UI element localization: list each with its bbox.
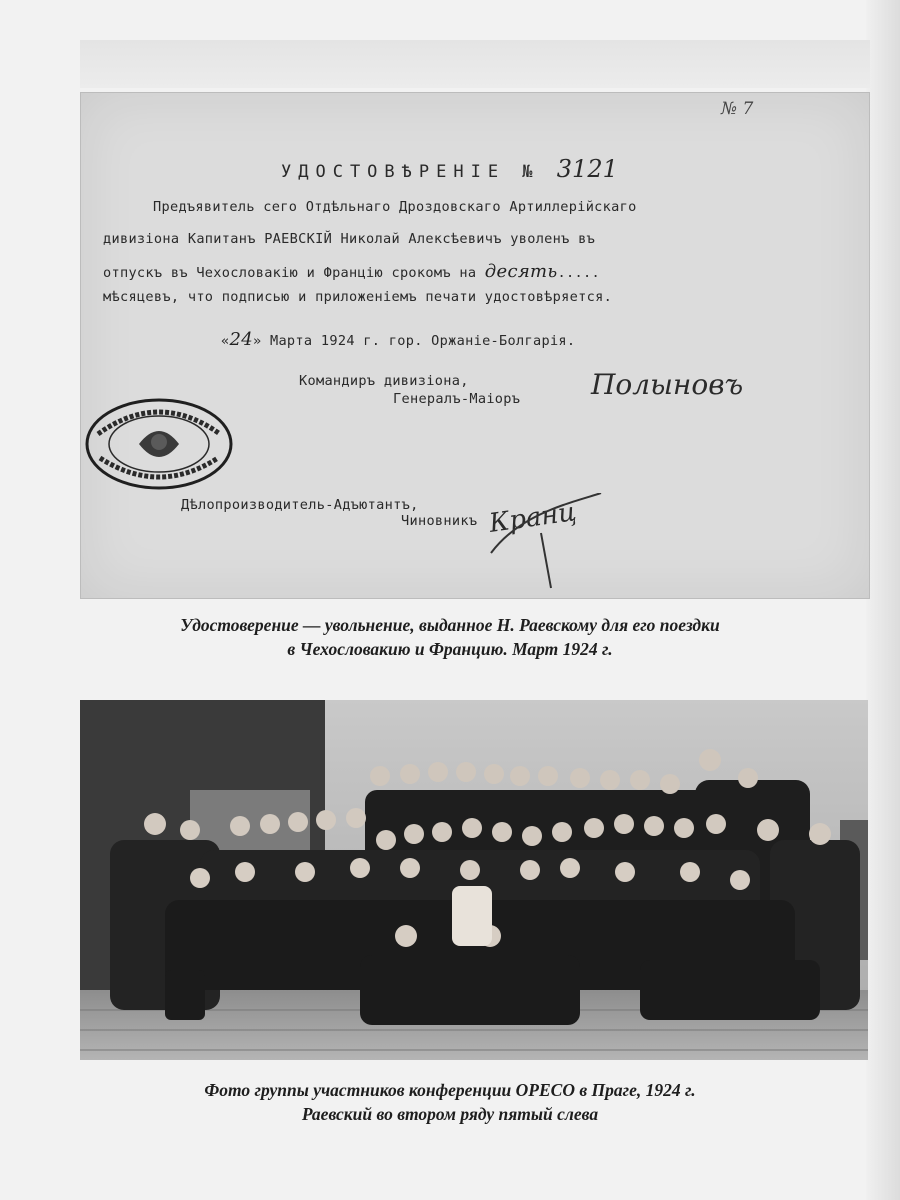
group-photo-image <box>80 700 868 1060</box>
corner-mark: № 7 <box>721 99 754 119</box>
certificate-document <box>80 92 870 599</box>
page-edge-shadow <box>866 0 900 1200</box>
certificate-number: 3121 <box>556 155 618 183</box>
document-caption <box>0 613 900 661</box>
bleed-through-text <box>80 40 870 88</box>
document-caption-line-2: в Чехословакию и Францию. Март 1924 г. <box>287 639 613 659</box>
photo-caption <box>0 1078 900 1126</box>
photo-caption-line-2: Раевский во втором ряду пятый слева <box>301 1104 599 1124</box>
adjutant-title: Дѣлопроизводитель-Адъютантъ, <box>181 497 419 513</box>
commander-title: Командиръ дивизіона, <box>299 373 469 389</box>
heading-text: УДОСТОВѢРЕНІЕ № <box>281 162 540 182</box>
photo-caption-line-1: Фото группы участников конференции ОРЕСО в Праге, 1924 г. <box>204 1080 696 1100</box>
adjutant-signature: Кранц <box>487 497 579 539</box>
date-day: 24 <box>229 329 253 350</box>
text-line-4: мѣсяцевъ, что подписью и приложеніемъ печати удостовѣряется. <box>103 289 613 305</box>
group-photo <box>80 700 868 1060</box>
date-line: «24» Марта 1924 г. гор. Оржаніе-Болгарія. <box>221 329 576 350</box>
date-rest: Марта 1924 г. гор. Оржаніе-Болгарія. <box>269 333 576 349</box>
adjutant-rank: Чиновникъ <box>401 513 478 529</box>
commander-signature: Полыновъ <box>591 368 744 401</box>
seal-stamp <box>84 396 234 491</box>
document-caption-line-1: Удостоверение — увольнение, выданное Н. Раевскому для его поездки <box>180 615 720 635</box>
text-line-1: Предъявитель сего Отдѣльнаго Дроздовскаго Артиллерійскаго <box>153 199 637 215</box>
certificate-heading <box>281 155 618 183</box>
signature-flourish <box>481 493 621 593</box>
text-line-2: дивизіона Капитанъ РАЕВСКІЙ Николай Алексѣевичъ уволенъ въ <box>103 231 596 247</box>
commander-rank: Генералъ-Маіоръ <box>393 391 521 407</box>
text-line-3: отпускъ въ Чехословакію и Францію срокомъ на десять..... <box>103 261 600 282</box>
term-handwritten: десять <box>484 261 558 282</box>
text-line-3-typed: отпускъ въ Чехословакію и Францію срокомъ на <box>103 265 477 281</box>
